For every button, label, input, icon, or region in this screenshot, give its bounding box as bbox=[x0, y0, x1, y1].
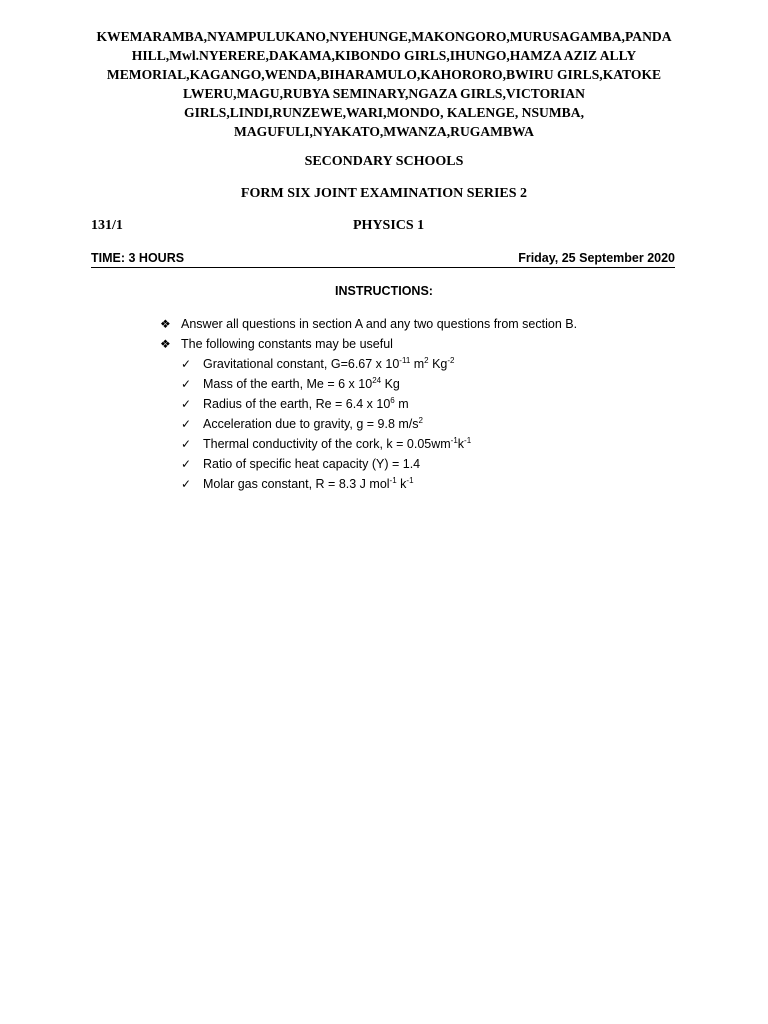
checkmark-icon: ✓ bbox=[181, 437, 192, 451]
exam-subject: PHYSICS 1 bbox=[353, 218, 425, 233]
constant-text: Ratio of specific heat capacity (Y) = 1.4 bbox=[203, 457, 421, 471]
diamond-bullet-icon: ❖ bbox=[160, 337, 171, 351]
checkmark-icon: ✓ bbox=[181, 477, 192, 491]
schools-line-6: MAGUFULI,NYAKATO,MWANZA,RUGAMBWA bbox=[234, 124, 534, 139]
checkmark-icon: ✓ bbox=[181, 377, 192, 391]
constant-text: Radius of the earth, Re = 6.4 x $10^6$ m bbox=[203, 396, 409, 411]
exam-time: TIME: 3 HOURS bbox=[91, 251, 185, 265]
schools-line-4: LWERU,MAGU,RUBYA SEMINARY,NGAZA GIRLS,VICTORIAN bbox=[183, 86, 585, 101]
schools-line-5: GIRLS,LINDI,RUNZEWE,WARI,MONDO, KALENGE, NSUMBA, bbox=[184, 105, 584, 120]
constant-text: Gravitational constant, G=6.67 x $10^{-11}$ $m^2$ $Kg^{-2}$ bbox=[203, 356, 455, 371]
checkmark-icon: ✓ bbox=[181, 417, 192, 431]
constant-text: Mass of the earth, Me = 6 x $10^{24}$ Kg bbox=[203, 376, 400, 391]
exam-date: Friday, 25 September 2020 bbox=[518, 251, 675, 265]
schools-line-1: KWEMARAMBA,NYAMPULUKANO,NYEHUNGE,MAKONGORO,MURUSAGAMBA,PANDA bbox=[96, 29, 672, 44]
instructions-title: INSTRUCTIONS: bbox=[335, 284, 433, 298]
exam-code: 131/1 bbox=[91, 218, 123, 233]
exam-title: FORM SIX JOINT EXAMINATION SERIES 2 bbox=[240, 186, 528, 201]
constant-text: Acceleration due to gravity, g = 9.8 $m/s^2$ bbox=[203, 416, 423, 431]
diamond-bullet-icon: ❖ bbox=[160, 317, 171, 331]
instruction-text: Answer all questions in section A and any two questions from section B. bbox=[181, 317, 578, 331]
constant-text: Thermal conductivity of the cork, $k = 0.05wm^{-1}k^{-1}$ bbox=[203, 436, 472, 451]
checkmark-icon: ✓ bbox=[181, 397, 192, 411]
instruction-text: The following constants may be useful bbox=[181, 337, 393, 351]
participating-schools bbox=[60, 27, 708, 141]
schools-line-2: HILL,Mwl.NYERERE,DAKAMA,KIBONDO GIRLS,IHUNGO,HAMZA AZIZ ALLY bbox=[131, 48, 637, 63]
checkmark-icon: ✓ bbox=[181, 357, 192, 371]
schools-line-3: MEMORIAL,KAGANGO,WENDA,BIHARAMULO,KAHORORO,BWIRU GIRLS,KATOKE bbox=[106, 67, 662, 82]
schools-type: SECONDARY SCHOOLS bbox=[304, 154, 464, 169]
checkmark-icon: ✓ bbox=[181, 457, 192, 471]
exam-code-row bbox=[91, 218, 675, 236]
time-date-row bbox=[91, 251, 675, 268]
constant-text: Molar gas constant, R = 8.3 J mol$^{-1}$ $k^{-1}$ bbox=[203, 476, 414, 491]
